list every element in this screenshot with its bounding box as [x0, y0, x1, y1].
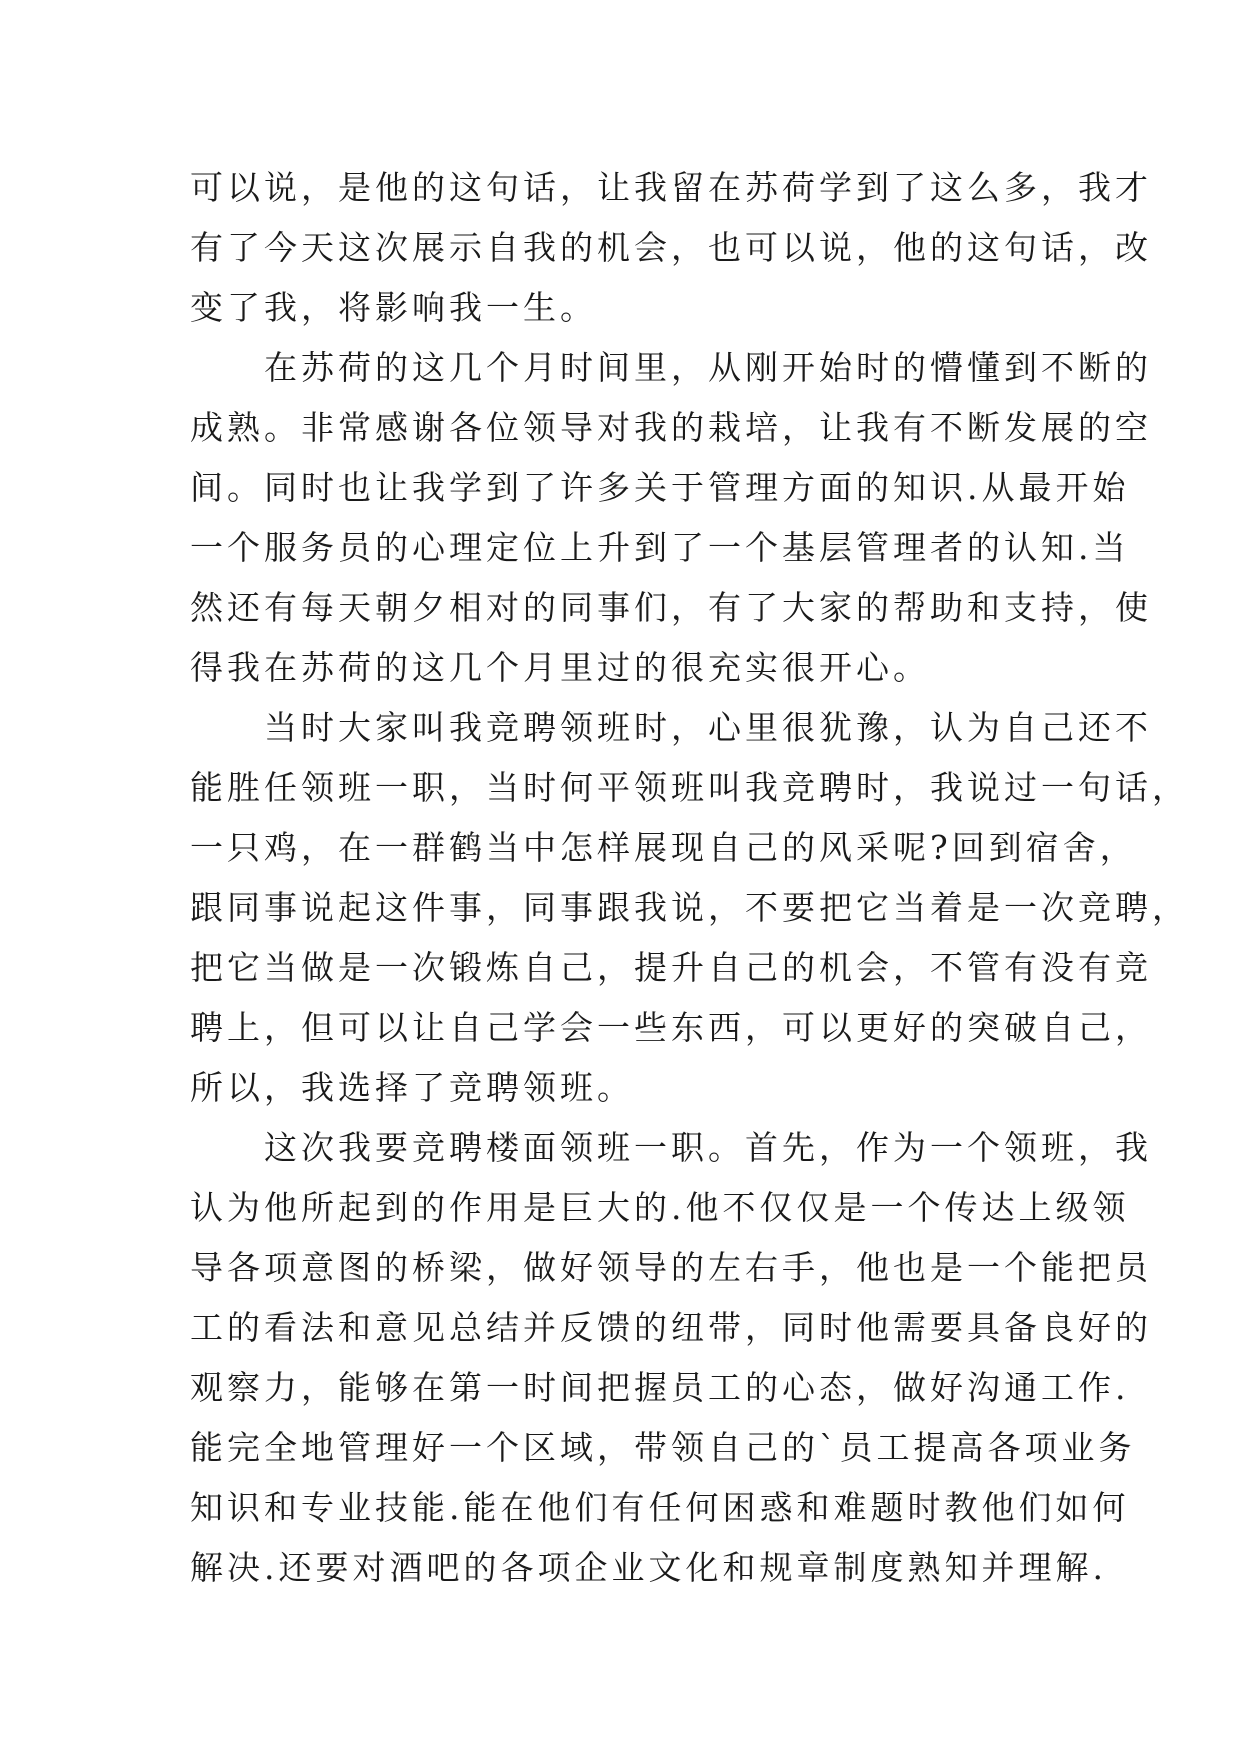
text-line: 可以说，是他的这句话，让我留在苏荷学到了这么多，我才 [190, 168, 1152, 207]
text-line: 聘上，但可以让自己学会一些东西，可以更好的突破自己， [190, 1008, 1152, 1047]
text-line: 当时大家叫我竞聘领班时，心里很犹豫，认为自己还不 [264, 708, 1152, 747]
text-line: 一个服务员的心理定位上升到了一个基层管理者的认知.当 [190, 528, 1130, 567]
text-line: 把它当做是一次锻炼自己，提升自己的机会，不管有没有竞 [190, 948, 1152, 987]
text-line: 跟同事说起这件事，同事跟我说，不要把它当着是一次竞聘， [190, 888, 1189, 927]
document-body [190, 158, 1189, 1598]
text-line: 观察力，能够在第一时间把握员工的心态，做好沟通工作. [190, 1368, 1130, 1407]
paragraph-1 [190, 158, 1152, 338]
text-line: 成熟。非常感谢各位领导对我的栽培，让我有不断发展的空 [190, 408, 1152, 447]
text-line: 变了我，将影响我一生。 [190, 288, 597, 327]
text-line: 能完全地管理好一个区域，带领自己的`员工提高各项业务 [190, 1428, 1136, 1467]
text-line: 间。同时也让我学到了许多关于管理方面的知识.从最开始 [190, 468, 1130, 507]
text-line: 然还有每天朝夕相对的同事们，有了大家的帮助和支持，使 [190, 588, 1152, 627]
text-line: 一只鸡，在一群鹤当中怎样展现自己的风采呢?回到宿舍， [190, 828, 1137, 867]
text-line: 工的看法和意见总结并反馈的纽带，同时他需要具备良好的 [190, 1308, 1152, 1347]
text-line: 能胜任领班一职，当时何平领班叫我竞聘时，我说过一句话， [190, 768, 1189, 807]
text-line: 知识和专业技能.能在他们有任何困惑和难题时教他们如何 [190, 1488, 1130, 1527]
text-line: 在苏荷的这几个月时间里，从刚开始时的懵懂到不断的 [264, 348, 1152, 387]
text-line: 得我在苏荷的这几个月里过的很充实很开心。 [190, 648, 930, 687]
paragraph-3 [190, 698, 1189, 1118]
text-line: 所以，我选择了竞聘领班。 [190, 1068, 634, 1107]
text-line: 这次我要竞聘楼面领班一职。首先，作为一个领班，我 [264, 1128, 1152, 1167]
paragraph-4 [190, 1118, 1152, 1598]
text-line: 解决.还要对酒吧的各项企业文化和规章制度熟知并理解. [190, 1548, 1107, 1587]
paragraph-2 [190, 338, 1152, 698]
text-line: 导各项意图的桥梁，做好领导的左右手，他也是一个能把员 [190, 1248, 1152, 1287]
text-line: 认为他所起到的作用是巨大的.他不仅仅是一个传达上级领 [190, 1188, 1130, 1227]
text-line: 有了今天这次展示自我的机会，也可以说，他的这句话，改 [190, 228, 1152, 267]
